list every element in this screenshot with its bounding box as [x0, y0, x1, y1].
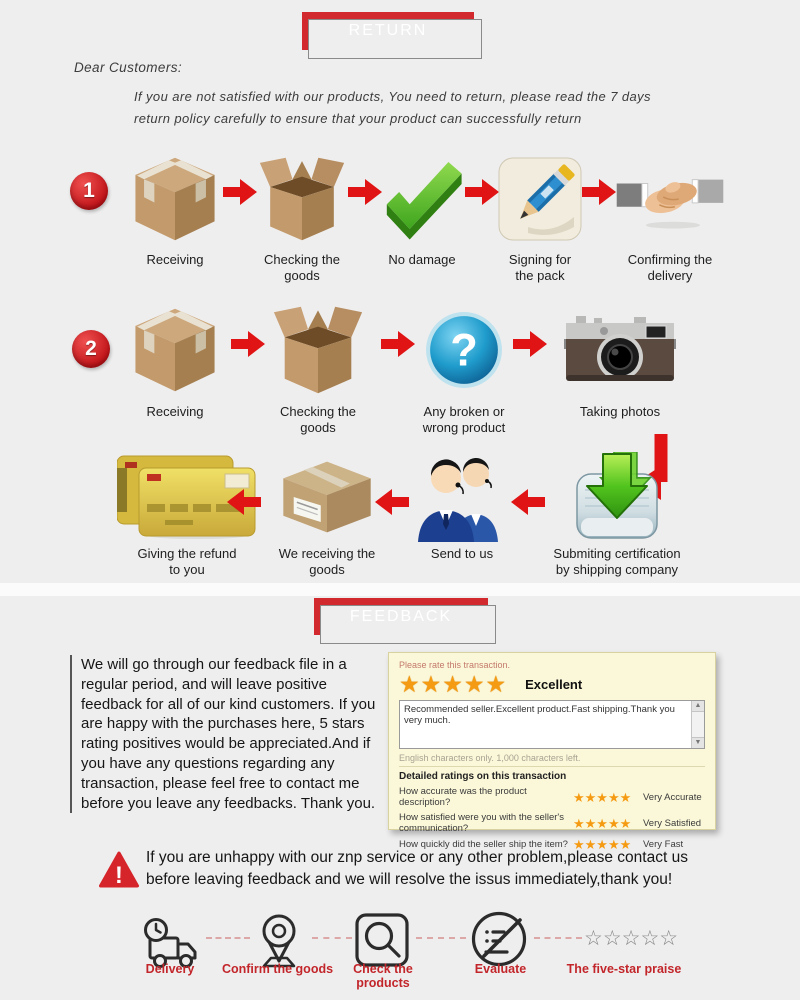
- step-label: We receiving the goods: [278, 546, 376, 577]
- feedback-banner-label: FEEDBACK: [349, 607, 453, 625]
- delivery-truck-icon: [138, 916, 202, 968]
- green-check-icon: [378, 148, 466, 250]
- bottom-step-label-evaluate: Evaluate: [474, 962, 527, 976]
- step-send-to-us: [408, 448, 516, 562]
- rating-question: How satisfied were you with the seller's communication?: [399, 812, 564, 834]
- feedback-comment-textarea[interactable]: [399, 700, 705, 749]
- camera-icon: [564, 298, 676, 402]
- textarea-scrollbar[interactable]: [691, 701, 704, 748]
- step-we-receive: [268, 448, 386, 577]
- step-receiving-1: [118, 148, 232, 268]
- step-signing: [484, 148, 596, 283]
- closed-box-icon: [132, 298, 218, 402]
- location-pin-icon: [252, 912, 306, 968]
- arrow-right-icon: [512, 330, 548, 358]
- step-checking-1: [243, 148, 361, 283]
- step-label: Signing for the pack: [508, 252, 572, 283]
- five-star-rating[interactable]: ★★★★★: [573, 837, 632, 852]
- bottom-step-label-check: Check the products: [353, 962, 413, 990]
- step-label: Receiving: [146, 252, 204, 267]
- return-banner-label: RETURN: [348, 22, 428, 39]
- rating-row: [399, 812, 705, 834]
- svg-text:?: ?: [450, 324, 478, 376]
- package-box-icon: [275, 448, 379, 544]
- step-label: Send to us: [430, 546, 494, 561]
- bottom-step-label-five-star: The five-star praise: [566, 962, 682, 976]
- step-broken-product: [404, 298, 524, 435]
- greeting-text: Dear Customers:: [74, 60, 183, 75]
- step-taking-photos: [552, 298, 688, 420]
- handshake-icon: [616, 148, 724, 250]
- step-certification: [548, 448, 686, 577]
- step-receiving-2: [118, 298, 232, 420]
- step-no-damage: [366, 148, 478, 268]
- rating-answer: Very Fast: [643, 839, 684, 850]
- rating-answer: Very Satisfied: [643, 817, 702, 829]
- rating-label: Excellent: [525, 676, 583, 692]
- svg-text:!: !: [115, 862, 123, 889]
- question-mark-icon: [425, 298, 503, 402]
- bottom-step-label-delivery: Delivery: [145, 962, 195, 976]
- feedback-comment-text: Recommended seller.Excellent product.Fast shipping.Thank you very much.: [404, 704, 675, 726]
- five-star-rating[interactable]: ★★★★★: [573, 789, 632, 805]
- bottom-step-label-confirm: Confirm the goods: [221, 962, 334, 976]
- section-divider: [0, 583, 800, 596]
- rate-transaction-prompt: Please rate this transaction.: [399, 660, 511, 670]
- five-star-rating[interactable]: ★★★★★: [399, 671, 508, 697]
- certification-download-icon: [575, 448, 659, 544]
- step-number-1: [70, 172, 108, 210]
- intro-line-2: return policy carefully to ensure that your product can successfully return: [134, 111, 582, 126]
- step-number-2: [72, 330, 110, 368]
- step-checking-2: [256, 298, 380, 435]
- arrow-left-icon: [374, 488, 410, 516]
- step-label: Taking photos: [579, 404, 661, 419]
- five-star-outline-icon: ☆☆☆☆☆: [584, 927, 679, 950]
- rating-answer: Very Accurate: [643, 791, 702, 803]
- open-box-icon: [268, 298, 368, 402]
- evaluate-checklist-icon: [470, 910, 528, 968]
- step-number-2-label: 2: [85, 337, 97, 360]
- detailed-ratings-title: Detailed ratings on this transaction: [399, 771, 567, 782]
- feedback-paragraph: We will go through our feedback file in a regular period, and will leave positive feedback for all of our kind customers. If you are happy with the purchases here, 5 stars rating positives would be appreciated.And if you have any questions regarding any transaction, please feel free to contact me before you leave any feedbacks. Thank you.: [70, 655, 381, 813]
- step-label: Any broken or wrong product: [422, 404, 506, 435]
- closed-box-icon: [132, 148, 218, 250]
- warning-triangle-icon: [98, 851, 140, 889]
- characters-note: English characters only. 1,000 characters left.: [399, 753, 705, 767]
- intro-line-1: If you are not satisfied with our products, You need to return, please read the 7 days: [134, 89, 651, 104]
- open-box-icon: [254, 148, 350, 250]
- dashed-connector: [534, 937, 582, 939]
- feedback-rating-widget: [388, 652, 716, 852]
- dashed-connector: [312, 937, 352, 939]
- rating-row: [399, 786, 705, 808]
- step-number-1-label: 1: [83, 179, 95, 202]
- rating-question: How quickly did the seller ship the item?: [399, 839, 568, 850]
- five-star-rating[interactable]: ★★★★★: [573, 815, 632, 831]
- step-label: Checking the goods: [264, 252, 340, 283]
- magnifier-check-icon: [354, 912, 410, 968]
- scroll-down-icon[interactable]: ▼: [692, 737, 704, 748]
- arrow-left-icon: [226, 488, 262, 516]
- step-label: Submiting certification by shipping company: [553, 546, 681, 577]
- rating-question: How accurate was the product description?: [399, 786, 527, 808]
- feedback-banner: [314, 598, 488, 635]
- step-label: Receiving: [146, 404, 204, 419]
- customer-service-people-icon: [414, 448, 510, 544]
- pencil-icon: [498, 148, 582, 250]
- step-label: Checking the goods: [280, 404, 356, 435]
- step-label: Confirming the delivery: [627, 252, 713, 283]
- dashed-connector: [206, 937, 250, 939]
- step-label: No damage: [388, 252, 456, 267]
- arrow-left-icon: [510, 488, 546, 516]
- scroll-up-icon[interactable]: ▲: [692, 701, 704, 712]
- dashed-connector: [416, 937, 466, 939]
- return-banner: [302, 12, 474, 50]
- step-label: Giving the refund to you: [137, 546, 237, 577]
- warning-text: If you are unhappy with our znp service or any other problem,please contact us before leaving feedback and we will resolve the issus immediately,thank you!: [146, 849, 688, 888]
- step-confirming: [606, 148, 734, 283]
